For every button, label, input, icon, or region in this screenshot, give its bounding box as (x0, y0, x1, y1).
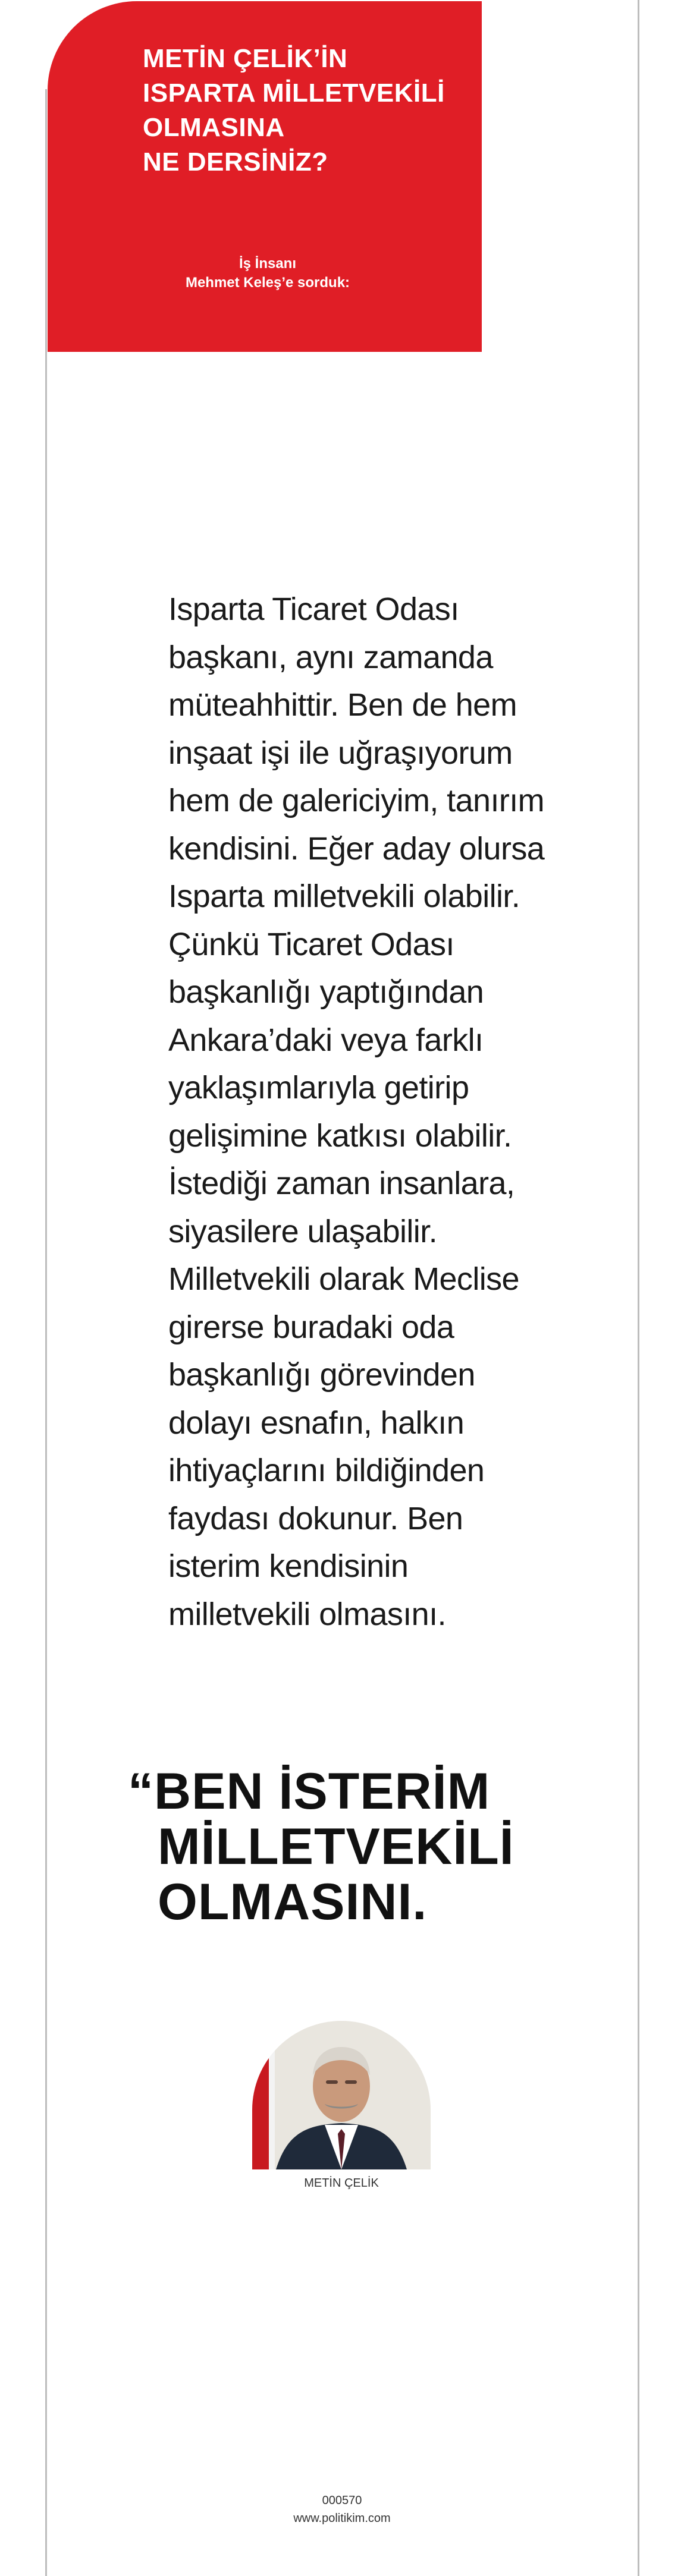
portrait-photo (252, 2021, 431, 2169)
pull-quote-line: MİLLETVEKİLİ (158, 1818, 514, 1875)
headline-line: OLMASINA (143, 113, 285, 142)
pull-quote-line: OLMASINI. (158, 1873, 428, 1931)
left-frame-rule (45, 89, 47, 2576)
footer-code: 000570 (322, 2494, 362, 2507)
headline-question (143, 42, 452, 179)
byline-role: İş İnsanı (239, 256, 297, 272)
photo-caption: METİN ÇELİK (304, 2177, 379, 2190)
byline-text: Mehmet Keleş’e sorduk: (185, 275, 350, 291)
headline-line: METİN ÇELİK’İN (143, 44, 348, 73)
headline-line: NE DERSİNİZ? (143, 147, 328, 177)
headline-line: ISPARTA MİLLETVEKİLİ (143, 78, 445, 108)
article-body: Isparta Ticaret Odası başkanı, aynı zamanda müteahhittir. Ben de hem inşaat işi ile uğraşıyorum hem de galericiyim, tanırım kendisini. Eğer aday olursa Isparta milletvekili olabilir. Çünkü Ticaret Odası başkanlığı yaptığından Ankara’daki veya farklı yaklaşımlarıyla getirip gelişimine katkısı olabilir. İstediği zaman insanlara, siyasilere ulaşabilir. Milletvekili olarak Meclise girerse buradaki oda başkanlığı görevinden dolayı esnafın, halkın ihtiyaçlarını bildiğinden faydası dokunur. Ben isterim kendisinin milletvekili olmasını. (168, 591, 545, 1632)
right-frame-rule (638, 0, 639, 2576)
pull-quote (128, 1764, 604, 1930)
footer-website: www.politikim.com (293, 2512, 391, 2525)
byline (178, 254, 357, 292)
pull-quote-line: “BEN İSTERİM (128, 1763, 491, 1820)
portrait-illustration (252, 2021, 431, 2169)
